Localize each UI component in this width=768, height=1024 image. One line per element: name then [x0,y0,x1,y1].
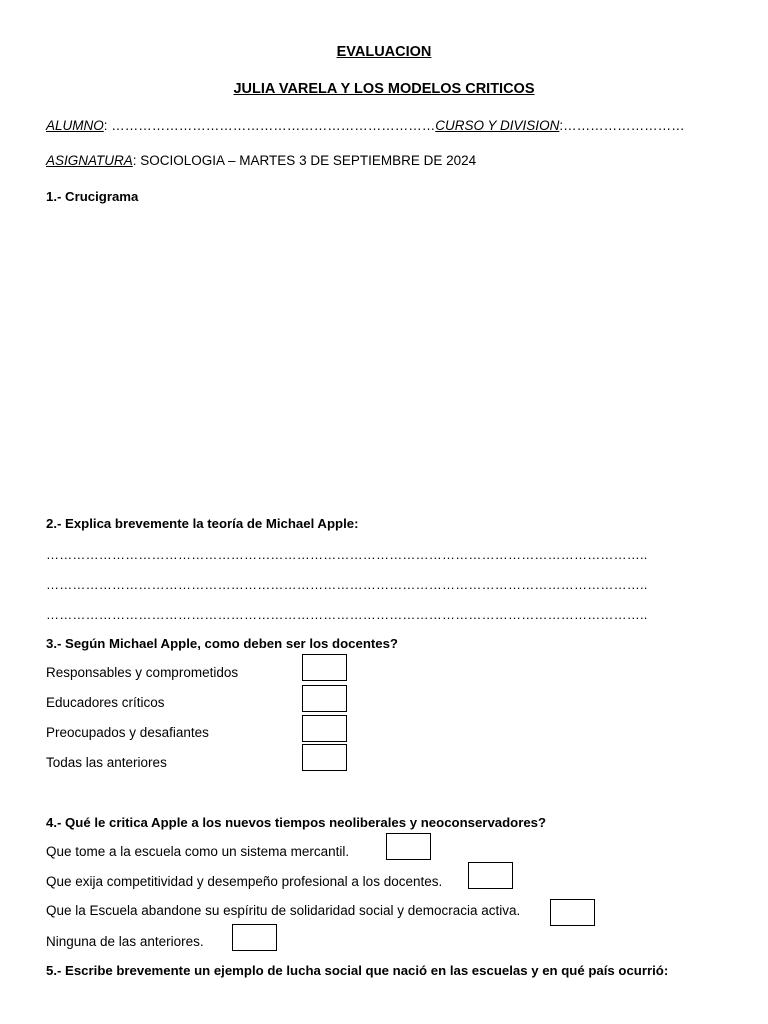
option-checkbox[interactable] [302,715,347,742]
option-label: Que la Escuela abandone su espíritu de solidaridad social y democracia activa. [46,903,521,918]
question-5-title: 5.- Escribe brevemente un ejemplo de lucha social que nació en las escuelas y en qué país ocurrió: [46,963,669,978]
curso-label: CURSO Y DIVISION [435,118,560,133]
option-label: Preocupados y desafiantes [46,725,209,740]
answer-line[interactable]: ……………………………………………………………………………………………………………………….. [46,607,648,622]
option-checkbox[interactable] [550,899,595,926]
question-2-title: 2.- Explica brevemente la teoría de Michael Apple: [46,516,359,531]
option-label: Ninguna de las anteriores. [46,934,204,949]
option-checkbox[interactable] [302,654,347,681]
answer-line[interactable]: ……………………………………………………………………………………………………………………….. [46,547,648,562]
question-3-title: 3.- Según Michael Apple, como deben ser los docentes? [46,636,398,651]
option-label: Educadores críticos [46,695,165,710]
question-1-title: 1.- Crucigrama [46,189,139,204]
asignatura-label: ASIGNATURA [46,153,133,168]
alumno-label: ALUMNO [46,118,104,133]
question-4-title: 4.- Qué le critica Apple a los nuevos tiempos neoliberales y neoconservadores? [46,815,547,830]
option-checkbox[interactable] [386,833,431,860]
student-row [46,118,685,134]
option-checkbox[interactable] [468,862,513,889]
curso-field[interactable]: :……………………… [559,118,685,133]
option-label: Que exija competitividad y desempeño profesional a los docentes. [46,874,443,889]
option-checkbox[interactable] [302,685,347,712]
option-checkbox[interactable] [302,744,347,771]
asignatura-value: : SOCIOLOGIA – MARTES 3 DE SEPTIEMBRE DE 2024 [132,153,477,168]
alumno-field[interactable]: : ……………………………………………………………… [103,118,436,133]
option-label: Que tome a la escuela como un sistema mercantil. [46,844,350,859]
page-subtitle: JULIA VARELA Y LOS MODELOS CRITICOS [233,81,535,97]
answer-line[interactable]: ……………………………………………………………………………………………………………………….. [46,577,648,592]
page-title: EVALUACION [336,44,432,60]
subject-row [46,153,476,169]
option-label: Responsables y comprometidos [46,665,239,680]
option-checkbox[interactable] [232,924,277,951]
option-label: Todas las anteriores [46,755,167,770]
